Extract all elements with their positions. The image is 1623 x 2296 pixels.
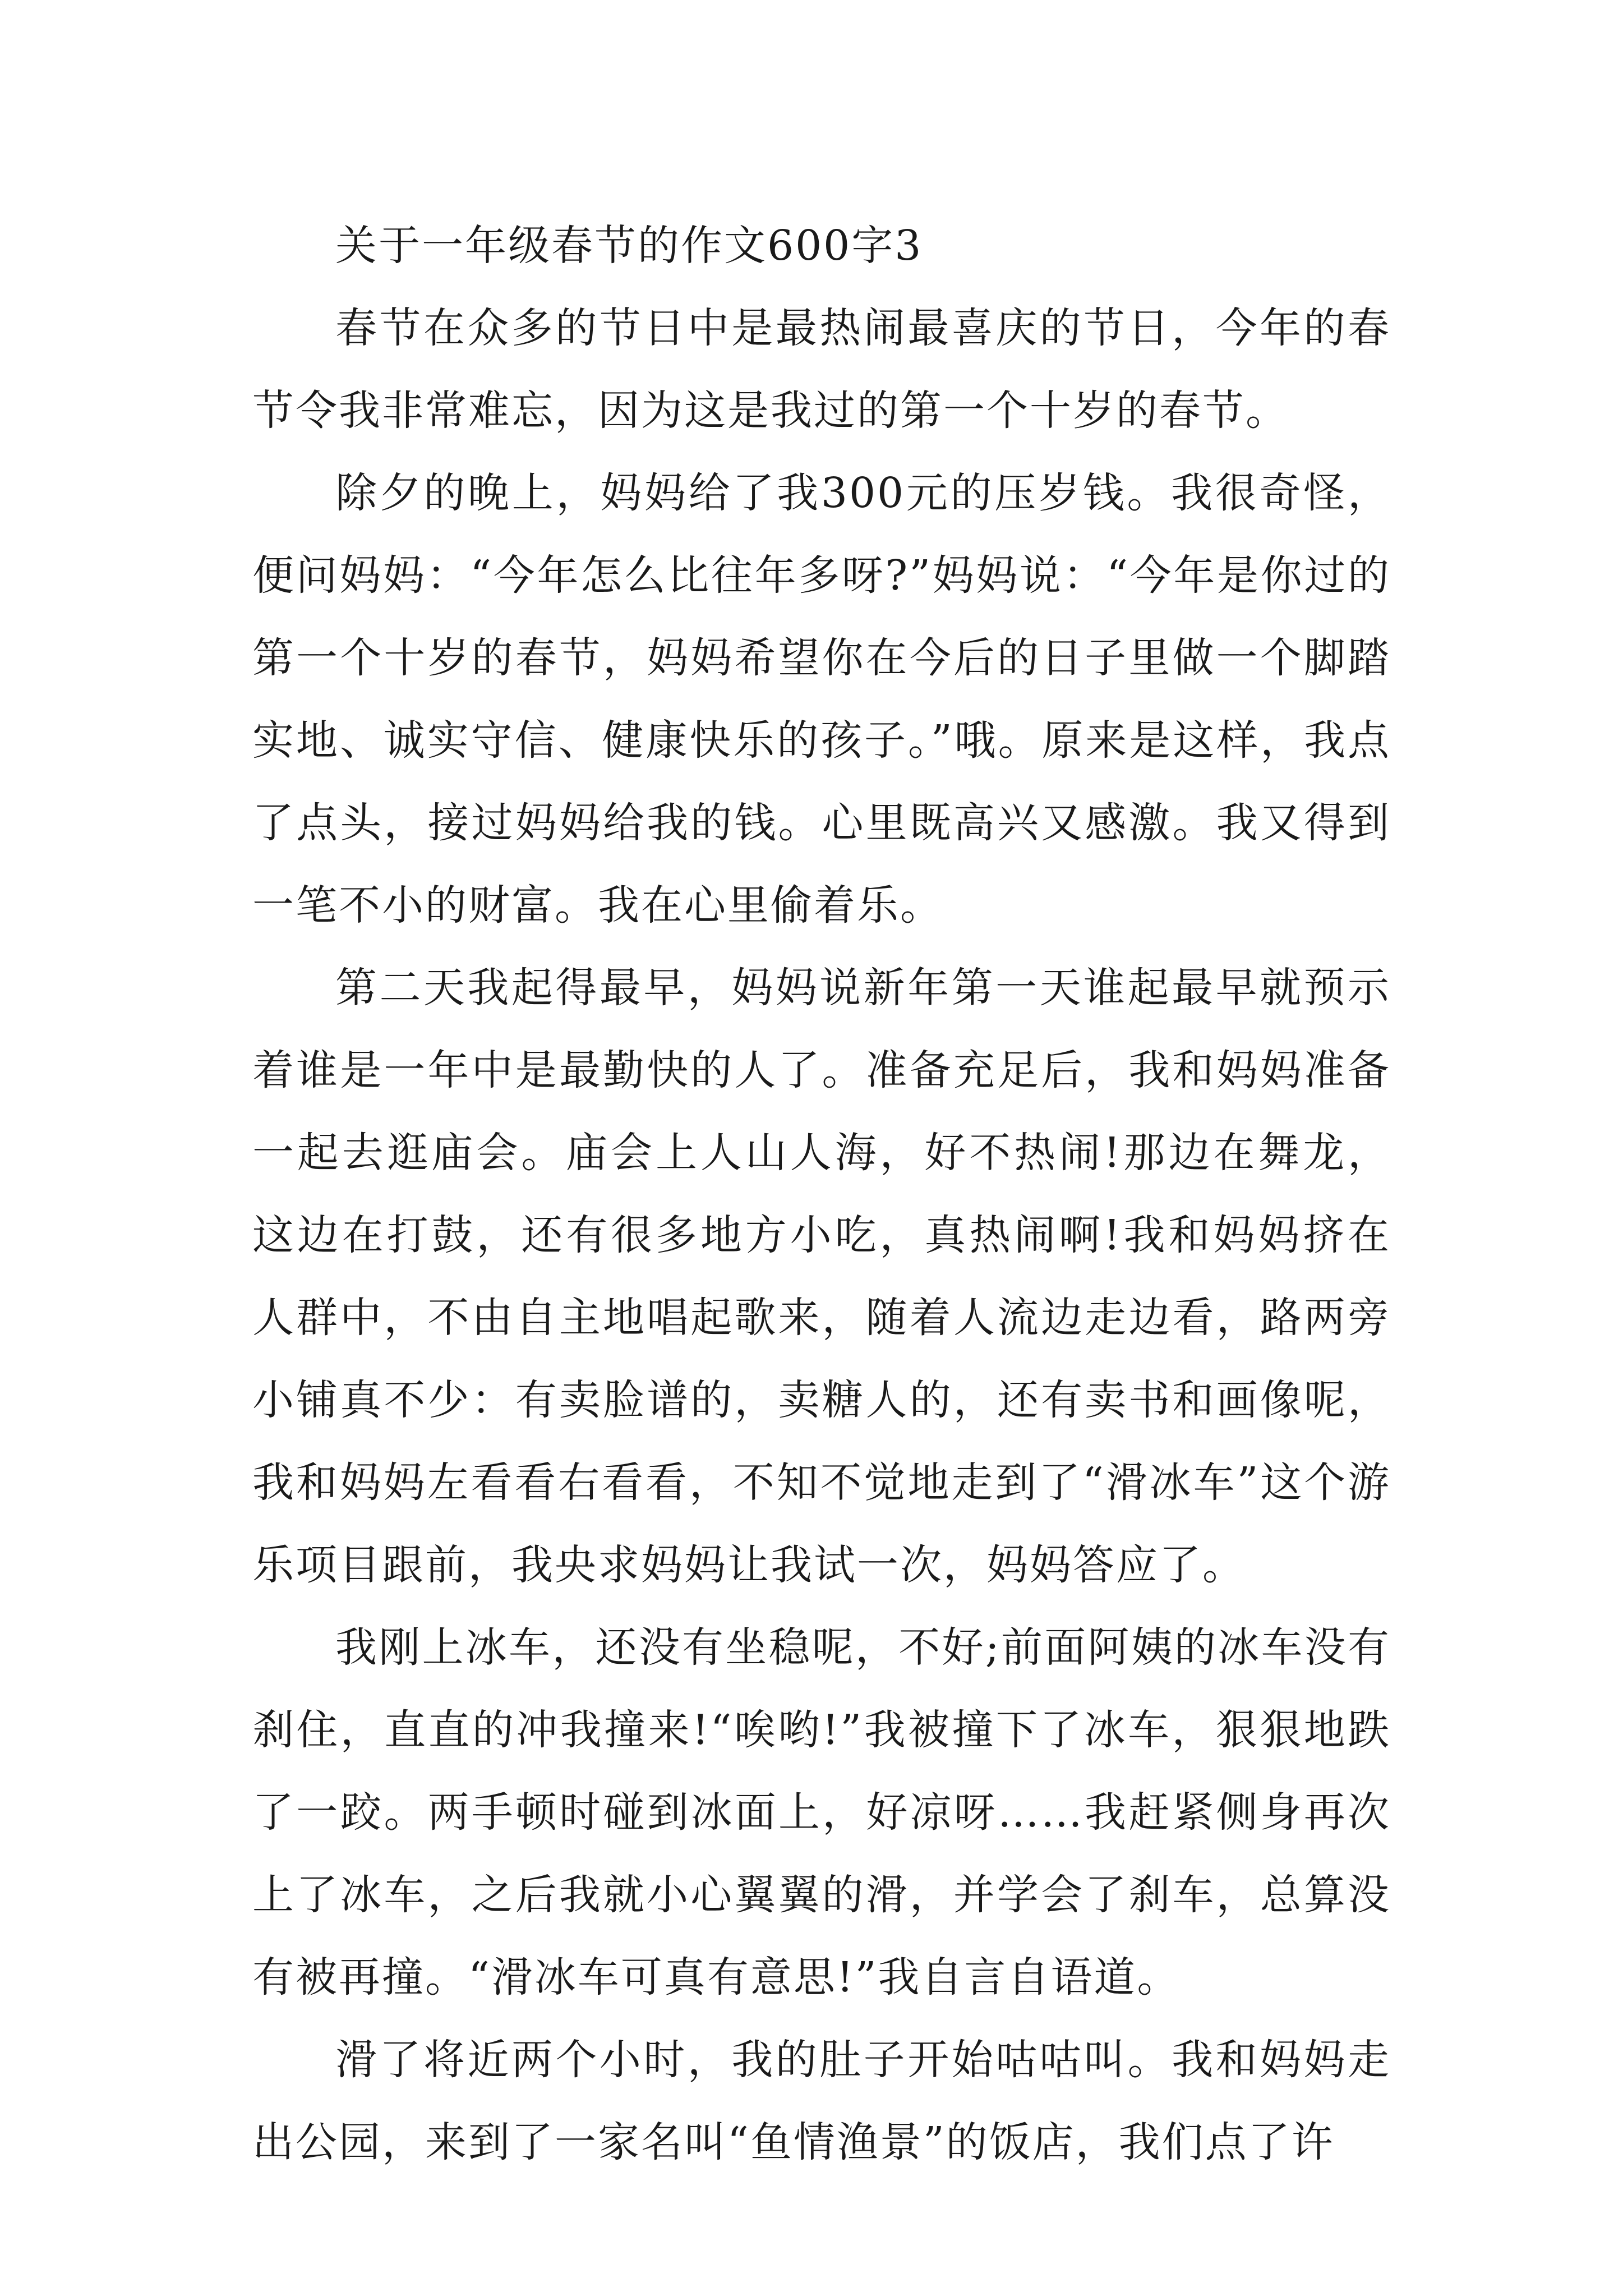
paragraph: 第二天我起得最早，妈妈说新年第一天谁起最早就预示着谁是一年中是最勤快的人了。准备充足后，我和妈妈准备一起去逛庙会。庙会上人山人海，好不热闹!那边在舞龙，这边在打鼓，还有很多地方小吃，真热闹啊!我和妈妈挤在人群中，不由自主地唱起歌来，随着人流边走边看，路两旁小铺真不少：有卖脸谱的，卖糖人的，还有卖书和画像呢，我和妈妈左看看右看看，不知不觉地走到了“滑冰车”这个游乐项目跟前，我央求妈妈让我试一次，妈妈答应了。 [252, 964, 1391, 1589]
paragraph: 春节在众多的节日中是最热闹最喜庆的节日，今年的春节令我非常难忘，因为这是我过的第一个十岁的春节。 [252, 304, 1391, 435]
document-body [252, 205, 1391, 2184]
document-title: 关于一年级春节的作文600字3 [335, 222, 923, 270]
paragraph: 我刚上冰车，还没有坐稳呢，不好;前面阿姨的冰车没有刹住，直直的冲我撞来!“唉哟!”我被撞下了冰车，狠狠地跌了一跤。两手顿时碰到冰面上，好凉呀……我赶紧侧身再次上了冰车，之后我就小心翼翼的滑，并学会了刹车，总算没有被再撞。“滑冰车可真有意思!”我自言自语道。 [252, 1623, 1391, 2001]
paragraph: 除夕的晚上，妈妈给了我300元的压岁钱。我很奇怪，便问妈妈：“今年怎么比往年多呀?”妈妈说：“今年是你过的第一个十岁的春节，妈妈希望你在今后的日子里做一个脚踏实地、诚实守信、健康快乐的孩子。”哦。原来是这样，我点了点头，接过妈妈给我的钱。心里既高兴又感激。我又得到一笔不小的财富。我在心里偷着乐。 [252, 469, 1391, 930]
paragraph: 滑了将近两个小时，我的肚子开始咕咕叫。我和妈妈走出公园，来到了一家名叫“鱼情渔景”的饭店，我们点了许 [252, 2036, 1391, 2166]
